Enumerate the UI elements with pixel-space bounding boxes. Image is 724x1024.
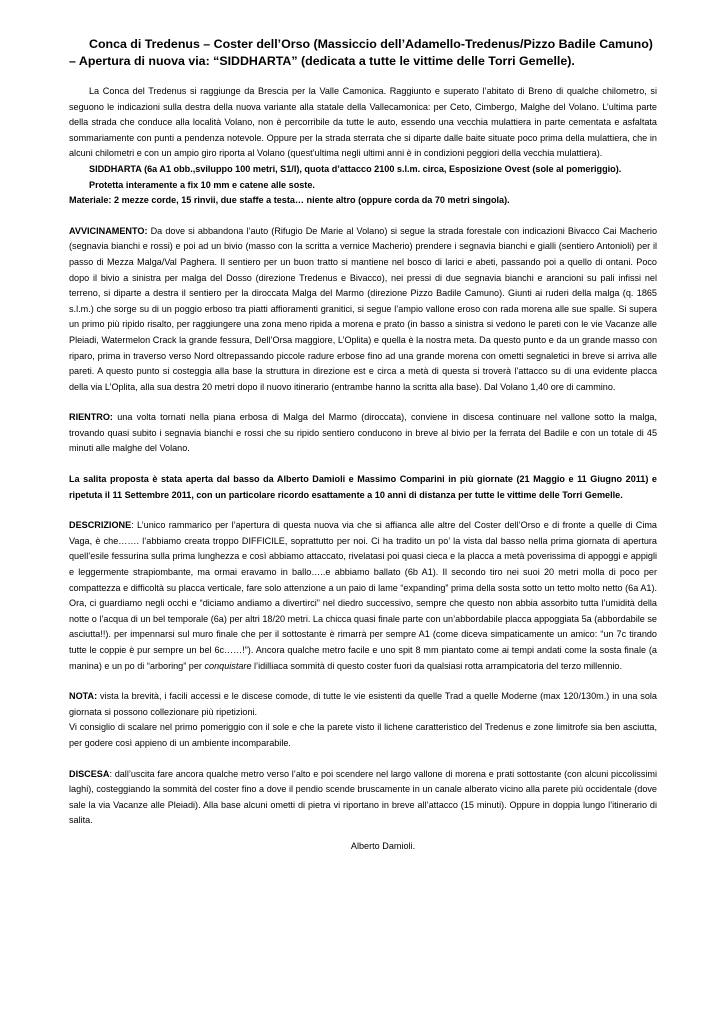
document-page (69, 36, 657, 851)
material-info: Materiale: 2 mezze corde, 15 rinvii, due staffe a testa… niente altro (oppure corda da 70 metri singola). (69, 195, 510, 206)
author-signature: Alberto Damioli. (350, 840, 416, 851)
note-label: NOTA: (69, 691, 98, 702)
descent-label: DISCESA (69, 768, 110, 779)
return-text: una volta tornati nella piana erbosa di Malga del Marmo (diroccata), conviene in discesa continuare nel vallone sotto la malga, trovando quasi subito i segnavia bianchi e rossi che su ripido sentiero conducono in breve al bivio per la ferrata del Badile e con un totale di 45 minuti alle malghe del Volano. (69, 412, 657, 454)
return-section (69, 410, 657, 457)
description-text-end: l’idilliaca sommità di questo coster fuori da qualsiasi rotta arrampicatoria del terzo millennio. (251, 660, 622, 671)
description-label: DESCRIZIONE (69, 520, 132, 531)
approach-section (69, 224, 657, 396)
approach-text: Da dove si abbandona l’auto (Rifugio De Marie al Volano) si segue la strada forestale con indicazioni Bivacco Cai Macherio (segnavia bianchi e rossi) e poi ad un bivio (masso con la scritta a vernice Macherio) prendere i segnavia bianchi e gialli (sentiero Antonioli) per il passo di Mezza Malga/Val Paghera. Il sentiero per un buon tratto si mantiene nel bosco di larici e abeti, passando poi a quello di ontani. Poco dopo il bivio a sinistra per malga del Dosso (direzione Tredenus e Bivacco), nei pressi di due segnavia bianchi e arancioni su pali infissi nel terreno, si diparte a destra il sentiero per la diroccata Malga del Marmo (direzione Pizzo Badile Camuno). Giunti ai ruderi della malga (q. 1865 s.l.m.) che sorge su di un poggio erboso tra piatti affioramenti granitici, si segue l’ampio vallone eroso con rada morena alle sue spalle. Si supera un primo più ripido risalto, per raggiungere una zona meno ripida a morena e prato (in basso a sinistra si vedono le pareti con le vie Vacanze alle Pleiadi, Watermelon Crack la grande fessura, Dell’Orsa maggiore, L’Oplita) e quella è la nostra meta. Da questo punto e da un grande masso con riparo, prima in traverso verso Nord oltrepassando piccole radure erbose fino ad una grande morena con ometti segnaletici in breve si arriva alle pareti. A questo punto si costeggia alla base la struttura in direzione est e circa a metà di questa si troverà l’attacco su di una evidente placca della via L’Oplita, alla sua destra 20 metri dopo il nuovo itinerario (entrambe hanno la scritta alla base). Dal Volano 1,40 ore di cammino. (69, 225, 657, 392)
return-label: RIENTRO: (69, 412, 113, 423)
description-italic: conquistare (204, 660, 252, 671)
route-info: SIDDHARTA (6a A1 obb.,sviluppo 100 metri, S1/I), quota d’attacco 2100 s.l.m. circa, Esposizione Ovest (sole al pomeriggio). (89, 163, 622, 174)
intro-paragraph: La Conca del Tredenus si raggiunge da Brescia per la Valle Camonica. Raggiunto e superato l’abitato di Breno di qualche chilometro, si seguono le indicazioni sulla destra della nuova variante alla statale della Vallecamonica: per Ceto, Cimbergo, Malghe del Volano. L’ultima parte della strada che conduce alla località Volano, non è percorribile da tutte le auto, essendo una vecchia mulattiera in parte cementata e asfaltata sommariamente con punti a pendenza notevole. Oppure per la strada sterrata che si diparte dalle baite situate poco prima della mulattiera, che in alcuni chilometri e con un ampio giro riporta al Volano (quest’ultima negli ultimi anni è in condizioni peggiori della vecchia mulattiera). (69, 86, 657, 159)
approach-label: AVVICINAMENTO: (69, 225, 148, 236)
note-section (69, 689, 657, 720)
intro-block (69, 84, 657, 209)
descent-section (69, 767, 657, 829)
descent-text: : dall’uscita fare ancora qualche metro verso l’alto e poi scendere nel largo vallone di morena e prati sottostante (con alcuni piccolissimi laghi), costeggiando la sommità del coster fino a dove il pendio scende bruscamente in un canale alberato vicino alla parete più occidentale (dove sale la via Vacanze alle Pleiadi). Alla base alcuni ometti di pietra vi riportano in breve all’attacco (15 minuti). Oppure in doppia lungo l’itinerario di salita. (69, 768, 657, 826)
document-title: Conca di Tredenus – Coster dell’Orso (Massiccio dell’Adamello-Tredenus/Pizzo Badile Camuno) – Apertura di nuova via: “SIDDHARTA” (dedicata a tutte le vittime delle Torri Gemelle). (69, 37, 653, 68)
description-section (69, 518, 657, 674)
note-text: vista la brevità, i facili accessi e le discese comode, di tutte le vie esistenti da quelle Trad a quelle Moderne (max 120/130m.) in una sola giornata si possono collezionare più ripetizioni. (69, 691, 657, 717)
description-text: : L’unico rammarico per l’apertura di questa nuova via che si affianca alle altre del Coster dell’Orso e di fronte a quelle di Cima Vaga, è che……. l’abbiamo creata troppo DIFFICILE, soprattutto per noi. Ci ha tradito un po’ la vista dal basso nella prima giornata di apertura quell’esile fessurina sulla prima lunghezza e così abbiamo attaccato, rivelatasi poi quasi cieca e la placca a metà poverissima di appoggi e appigli e leggermente strapiombante, ma ormai eravamo in ballo…..e abbiamo ballato (6b A1). Il secondo tiro nei suoi 20 metri molla di poco per compattezza e difficoltà su placca verticale, fare solo attenzione a un paio di lame “expanding” prima della sosta sotto un tetto molto netto (6a A1). Ora, ci guardiamo negli occhi e “diciamo andiamo a divertirci” nel diedro successivo, sempre che questo non abbia assorbito tutta l’umidità della notte o l’acqua di un bel temporale (6a) per altri 18/20 metri. La chicca quasi finale parte con un’abbordabile placca appoggiata 5a (abbordabile se asciutta!!). per impennarsi sul muro finale che per il sottostante è rimarrà per sempre A1 (come diceva simpaticamente un amico: “un 7c tirando tutte le coppie è pur sempre un bel 6c……!”). Ancora qualche metro facile e uno spit 8 mm piantato come ai tempi andati come la sosta finale (a manina) e un po di “arboring” per (69, 520, 657, 671)
protection-info: Protetta interamente a fix 10 mm e catene alle soste. (89, 179, 315, 190)
note-advice: Vi consiglio di scalare nel primo pomeriggio con il sole e che la parete visto il lichene caratteristico del Tredenus e zone limitrofe sia ben asciutta, per godere così appieno di un ambiente incomparabile. (69, 722, 657, 748)
opening-note: La salita proposta è stata aperta dal basso da Alberto Damioli e Massimo Comparini in più giornate (21 Maggio e 11 Giugno 2011) e ripetuta il 11 Settembre 2011, con un particolare ricordo esattamente a 10 anni di distanza per tutte le vittime delle Torri Gemelle. (69, 474, 657, 500)
